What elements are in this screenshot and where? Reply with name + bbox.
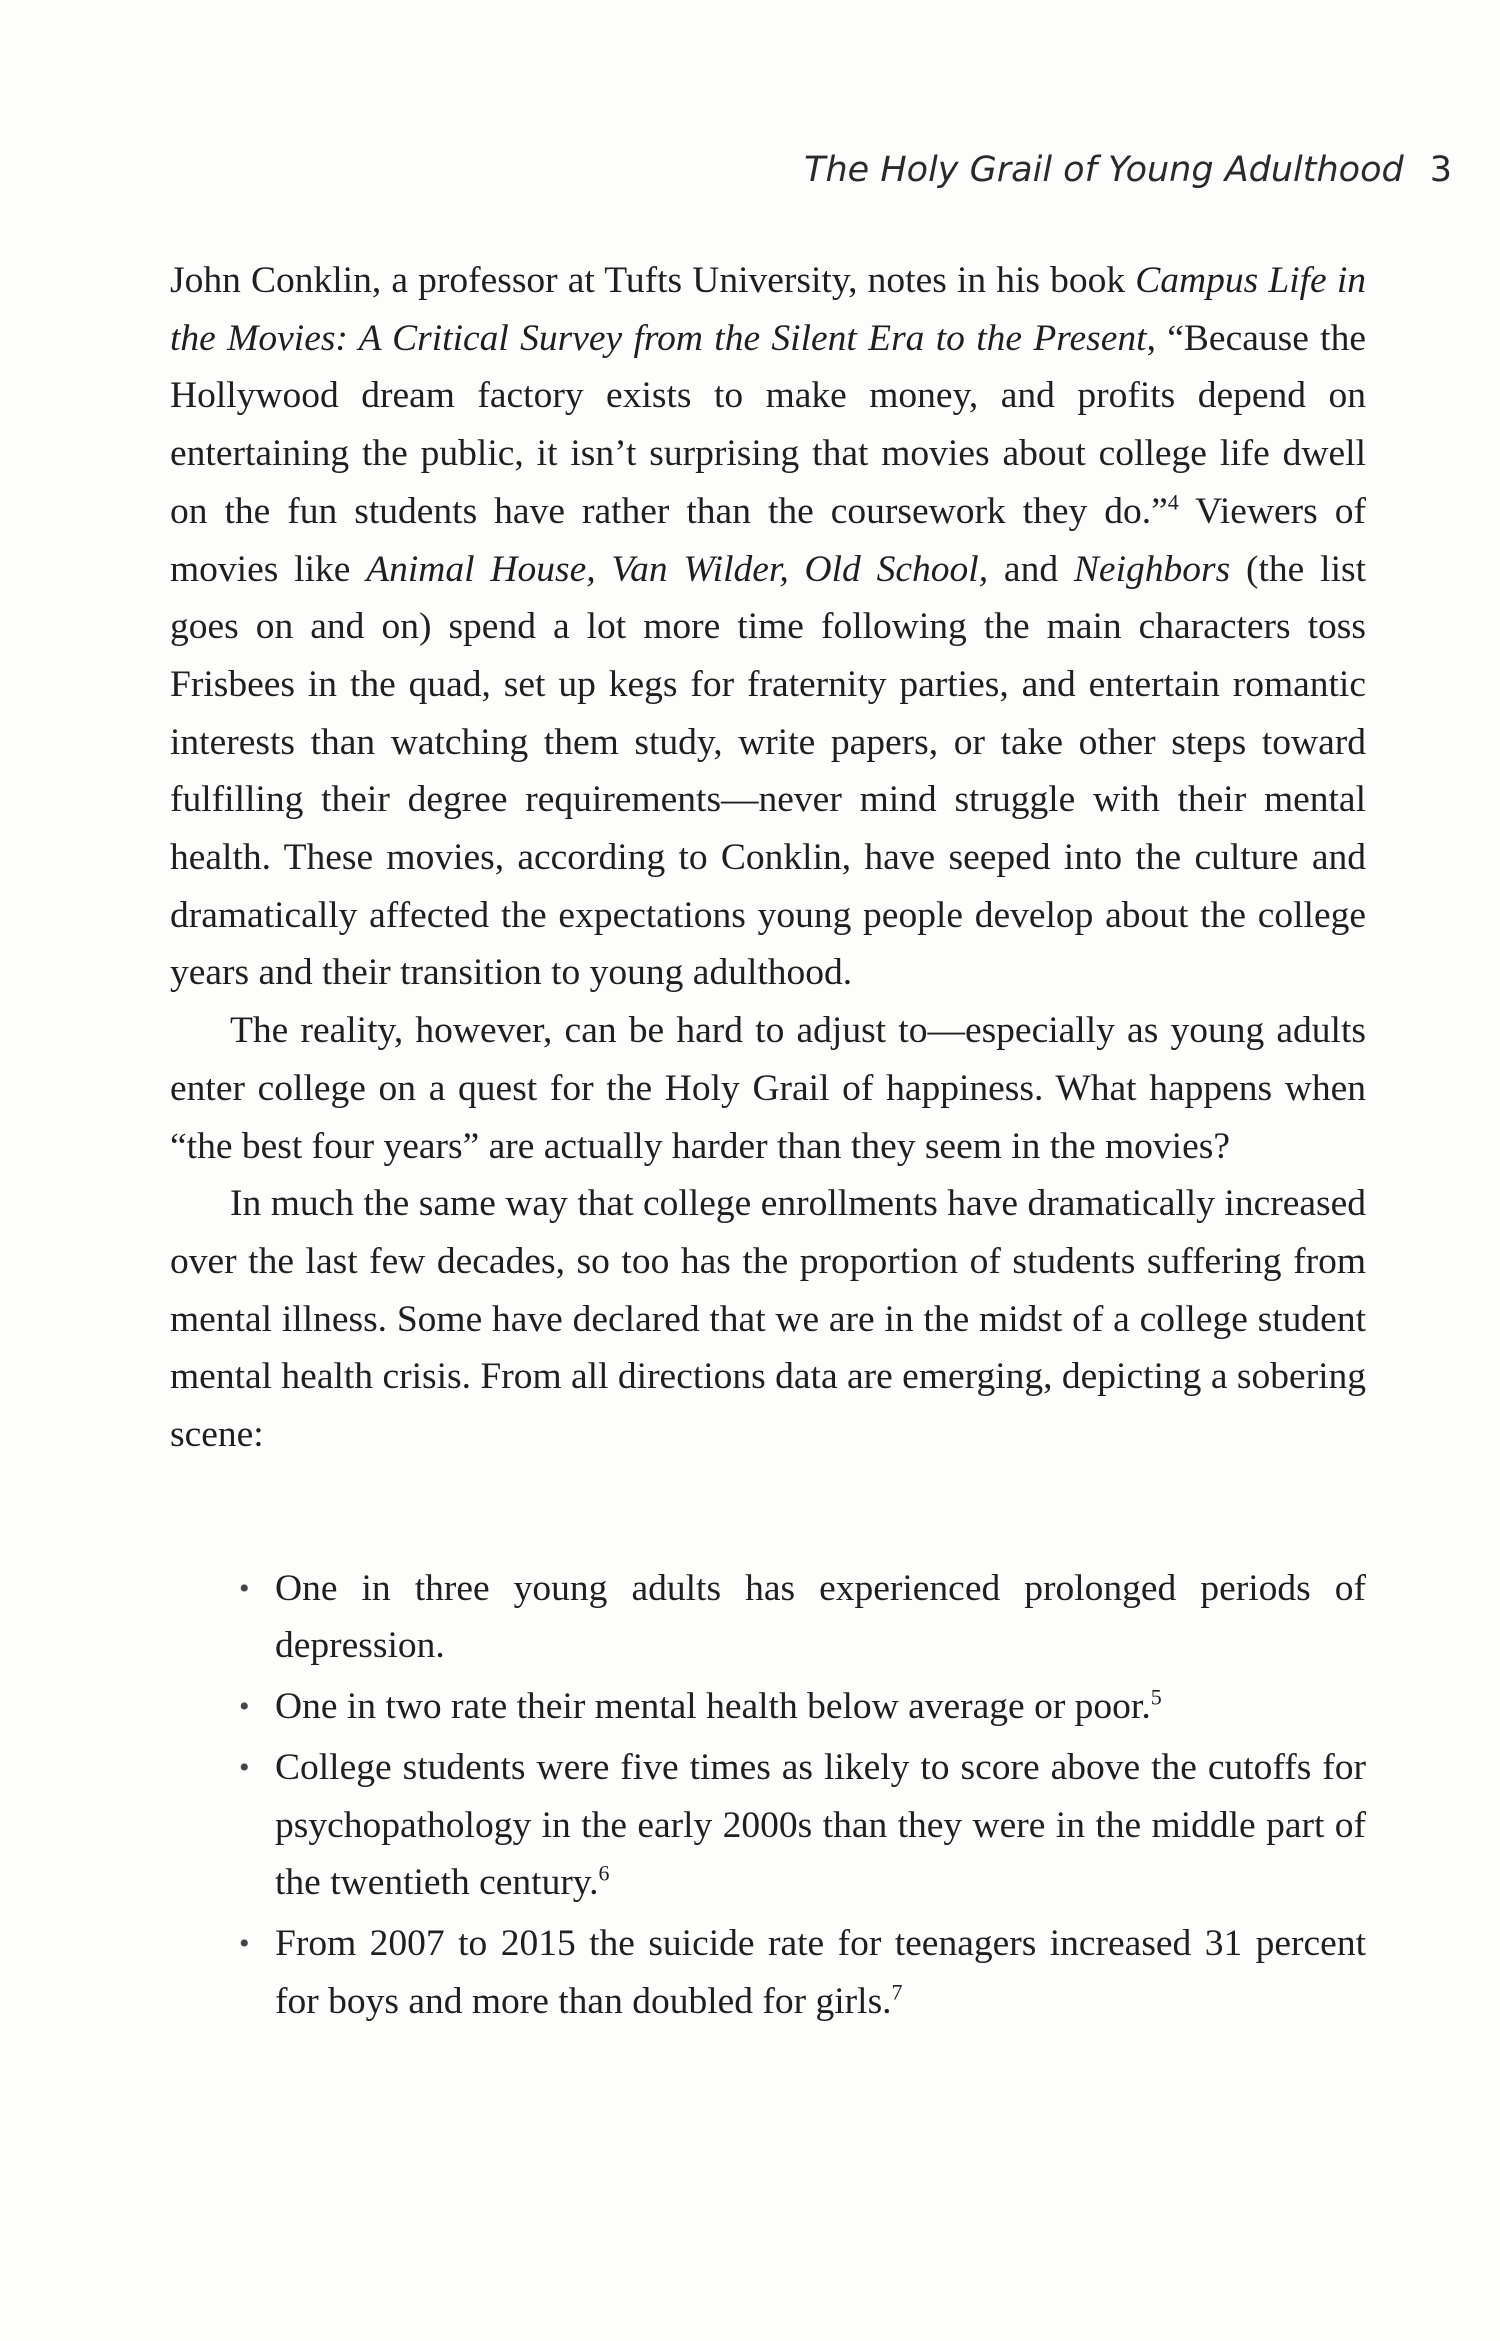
bullet-icon: • (239, 1750, 250, 1784)
footnote-ref-4: 4 (1167, 489, 1179, 515)
list-item-text: College students were five times as likely to score above the cutoffs for psychopathology in the early 2000s than they were in the middle part of the twentieth century. (275, 1746, 1366, 1904)
paragraph-1-text: John Conklin, a professor at Tufts University, notes in his book (170, 260, 1136, 301)
footnote-ref-7: 7 (891, 1979, 903, 2005)
movie-title-neighbors: Neighbors (1073, 548, 1231, 590)
body-text (170, 252, 1366, 2033)
paragraph-3: In much the same way that college enrollments have dramatically increased over the last few decades, so too has the proportion of students suffering from mental illness. Some have declared that we are in the midst of a college student mental health crisis. From all directions data are emerging, depicting a sobering scene: (170, 1183, 1366, 1456)
bullet-icon: • (239, 1571, 250, 1605)
footnote-ref-6: 6 (598, 1860, 610, 1886)
list-item (239, 1915, 1366, 2030)
running-head (804, 150, 1452, 190)
paragraph-1-text-4: (the list goes on and on) spend a lot more time following the main characters toss Frisbees in the quad, set up kegs for fraternity parties, and entertain romantic interests than watching them study, write papers, or take other steps toward fulfilling their degree requirements—never mind struggle with their mental health. These movies, according to Conklin, have seeped into the culture and dramatically affected the expectations young people develop about the college years and their transition to young adulthood. (170, 548, 1367, 994)
list-item (239, 1560, 1366, 1675)
list-item (239, 1739, 1366, 1912)
running-title: The Holy Grail of Young Adulthood (804, 150, 1404, 190)
list-item-text: One in three young adults has experienced prolonged periods of depression. (275, 1567, 1366, 1667)
list-item-text: From 2007 to 2015 the suicide rate for teenagers increased 31 percent for boys and more than doubled for girls. (275, 1922, 1366, 2022)
list-item (239, 1678, 1366, 1736)
movie-titles: Animal House, Van Wilder, Old School, (366, 548, 989, 590)
bullet-icon: • (239, 1690, 250, 1724)
statistics-list (170, 1560, 1366, 2031)
paragraph-1-text-3: and (988, 548, 1074, 590)
bullet-icon: • (239, 1926, 250, 1960)
paragraph-1 (170, 252, 1366, 1002)
book-title: Campus Life in the Movies: A Critical Survey from the Silent Era to the Present (170, 260, 1366, 359)
paragraph-1-quote: , “Because the Hollywood dream factory exists to make money, and profits depend on entertaining the public, it isn’t surprising that movies about college life dwell on the fun students have rather than the coursework they do.” (170, 317, 1366, 532)
paragraph-1-text-2: Viewers of movies like (170, 490, 1366, 590)
page-number: 3 (1429, 150, 1452, 190)
list-item-text: One in two rate their mental health below average or poor. (275, 1686, 1151, 1728)
footnote-ref-5: 5 (1150, 1684, 1162, 1710)
paragraph-2: The reality, however, can be hard to adjust to—especially as young adults enter college on a quest for the Holy Grail of happiness. What happens when “the best four years” are actually harder than they seem in the movies? (170, 1010, 1366, 1167)
